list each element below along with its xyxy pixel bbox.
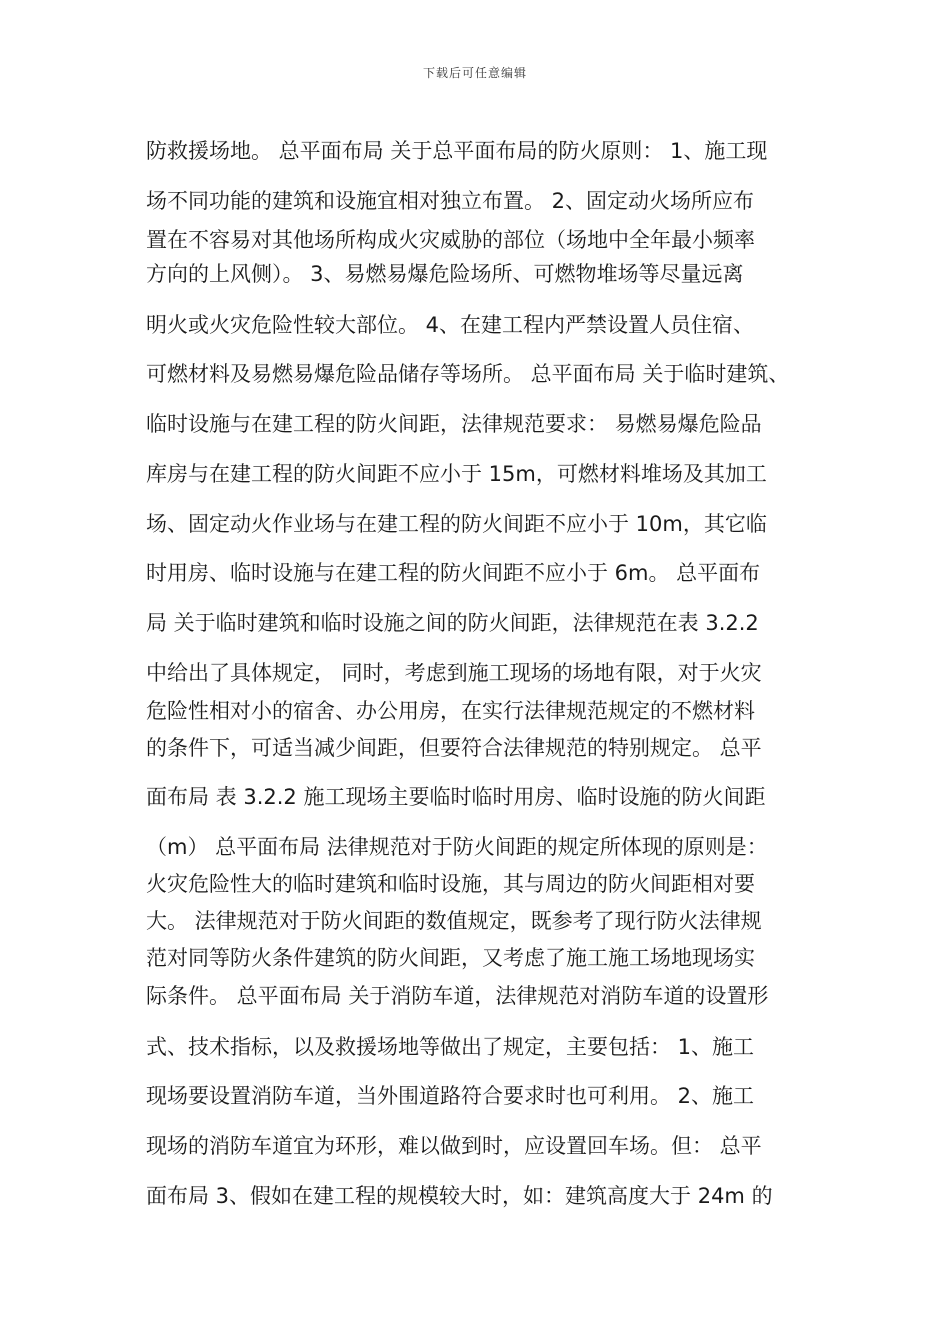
text-line: 火灾危险性大的临时建筑和临时设施，其与周边的防火间距相对要 [146,872,755,896]
text-line: 方向的上风侧）。 3、易燃易爆危险场所、可燃物堆场等尽量远离 [146,262,744,286]
text-line: 式、技术指标，以及救援场地等做出了规定，主要包括： 1、施工 [146,1035,755,1059]
text-line: 临时设施与在建工程的防火间距，法律规范要求： 易燃易爆危险品 [146,412,762,436]
text-line: 面布局 3、假如在建工程的规模较大时，如：建筑高度大于 24m 的 [146,1184,773,1208]
text-line: 面布局 表 3.2.2 施工现场主要临时临时用房、临时设施的防火间距 [146,785,766,809]
text-line: 明火或火灾危险性较大部位。 4、在建工程内严禁设置人员住宿、 [146,313,755,337]
text-line: 现场要设置消防车道，当外围道路符合要求时也可利用。 2、施工 [146,1084,755,1108]
text-line: 场、固定动火作业场与在建工程的防火间距不应小于 10m，其它临 [146,512,767,536]
text-line: 际条件。 总平面布局 关于消防车道，法律规范对消防车道的设置形 [146,984,769,1008]
text-line: 局 关于临时建筑和临时设施之间的防火间距，法律规范在表 3.2.2 [146,611,759,635]
text-line: 置在不容易对其他场所构成火灾威胁的部位（场地中全年最小频率 [146,228,755,252]
text-line: 防救援场地。 总平面布局 关于总平面布局的防火原则： 1、施工现 [146,139,768,163]
text-line: 时用房、临时设施与在建工程的防火间距不应小于 6m。 总平面布 [146,561,761,585]
text-line: 现场的消防车道宜为环形，难以做到时，应设置回车场。但： 总平 [146,1134,762,1158]
text-line: 大。 法律规范对于防火间距的数值规定，既参考了现行防火法律规 [146,909,762,933]
text-line: 的条件下，可适当减少间距，但要符合法律规范的特别规定。 总平 [146,736,762,760]
text-line: 可燃材料及易燃易爆危险品储存等场所。 总平面布局 关于临时建筑、 [146,362,790,386]
text-line: 中给出了具体规定， 同时，考虑到施工现场的场地有限，对于火灾 [146,661,762,685]
text-line: 范对同等防火条件建筑的防火间距，又考虑了施工施工场地现场实 [146,946,755,970]
text-line: 场不同功能的建筑和设施宜相对独立布置。 2、固定动火场所应布 [146,189,755,213]
text-line: 危险性相对小的宿舍、办公用房，在实行法律规范规定的不燃材料 [146,699,755,723]
text-line: （m） 总平面布局 法律规范对于防火间距的规定所体现的原则是： [146,835,768,859]
page-header: 下载后可任意编辑 [422,66,527,80]
text-line: 库房与在建工程的防火间距不应小于 15m，可燃材料堆场及其加工 [146,462,767,486]
